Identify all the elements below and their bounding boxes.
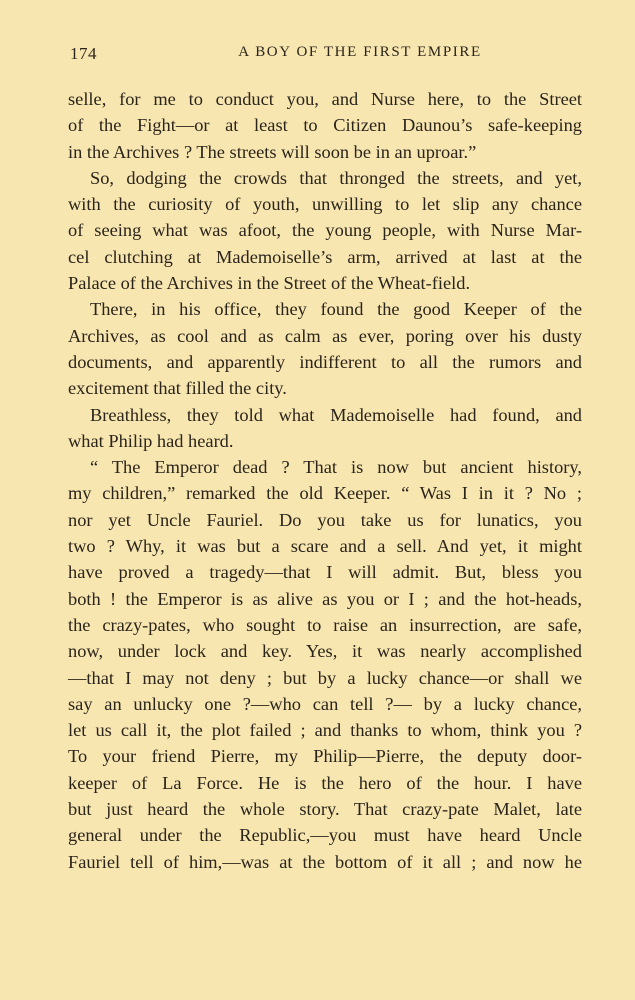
text-line: now, under lock and key. Yes, it was nearly accomplished <box>68 641 582 662</box>
text-line: Palace of the Archives in the Street of the Wheat-field. <box>68 273 471 294</box>
text-line: There, in his office, they found the good Keeper of the <box>90 299 582 320</box>
text-line: “ The Emperor dead ? That is now but ancient history, <box>90 457 582 478</box>
text-line: Fauriel tell of him,—was at the bottom of it all ; and now he <box>68 851 582 872</box>
text-line: of the Fight—or at least to Citizen Daunou’s safe-keeping <box>68 115 582 136</box>
text-line: cel clutching at Mademoiselle’s arm, arrived at last at the <box>68 246 582 267</box>
body-text <box>68 86 582 875</box>
text-line: both ! the Emperor is as alive as you or I ; and the hot-heads, <box>68 588 582 609</box>
text-line: but just heard the whole story. That crazy-pate Malet, late <box>68 799 582 820</box>
running-head: A BOY OF THE FIRST EMPIRE <box>238 44 482 60</box>
text-line: Archives, as cool and as calm as ever, poring over his dusty <box>68 325 582 346</box>
page-number: 174 <box>70 44 97 63</box>
text-line: excitement that filled the city. <box>68 378 287 399</box>
text-line: my children,” remarked the old Keeper. “ Was I in it ? No ; <box>68 483 582 504</box>
text-line: general under the Republic,—you must have heard Uncle <box>68 825 582 846</box>
text-line: have proved a tragedy—that I will admit. But, bless you <box>68 562 582 583</box>
text-line: with the curiosity of youth, unwilling to let slip any chance <box>68 194 582 215</box>
text-line: let us call it, the plot failed ; and thanks to whom, think you ? <box>68 720 582 741</box>
text-line: two ? Why, it was but a scare and a sell. And yet, it might <box>68 536 582 557</box>
text-line: in the Archives ? The streets will soon be in an uproar.” <box>68 141 477 162</box>
page-header <box>70 44 582 68</box>
text-line: the crazy-pates, who sought to raise an insurrection, are safe, <box>68 614 582 635</box>
text-line: So, dodging the crowds that thronged the streets, and yet, <box>90 167 582 188</box>
text-line: selle, for me to conduct you, and Nurse here, to the Street <box>68 89 582 109</box>
text-line: documents, and apparently indifferent to all the rumors and <box>68 351 582 372</box>
text-line: say an unlucky one ?—who can tell ?— by a lucky chance, <box>68 693 582 714</box>
text-line: of seeing what was afoot, the young people, with Nurse Mar- <box>68 220 582 241</box>
text-line: keeper of La Force. He is the hero of the hour. I have <box>68 772 582 793</box>
text-line: —that I may not deny ; but by a lucky chance—or shall we <box>68 667 582 688</box>
text-line: To your friend Pierre, my Philip—Pierre, the deputy door- <box>68 746 582 767</box>
text-line: Breathless, they told what Mademoiselle had found, and <box>90 404 582 425</box>
text-line: nor yet Uncle Fauriel. Do you take us for lunatics, you <box>68 509 582 530</box>
text-line: what Philip had heard. <box>68 430 234 451</box>
